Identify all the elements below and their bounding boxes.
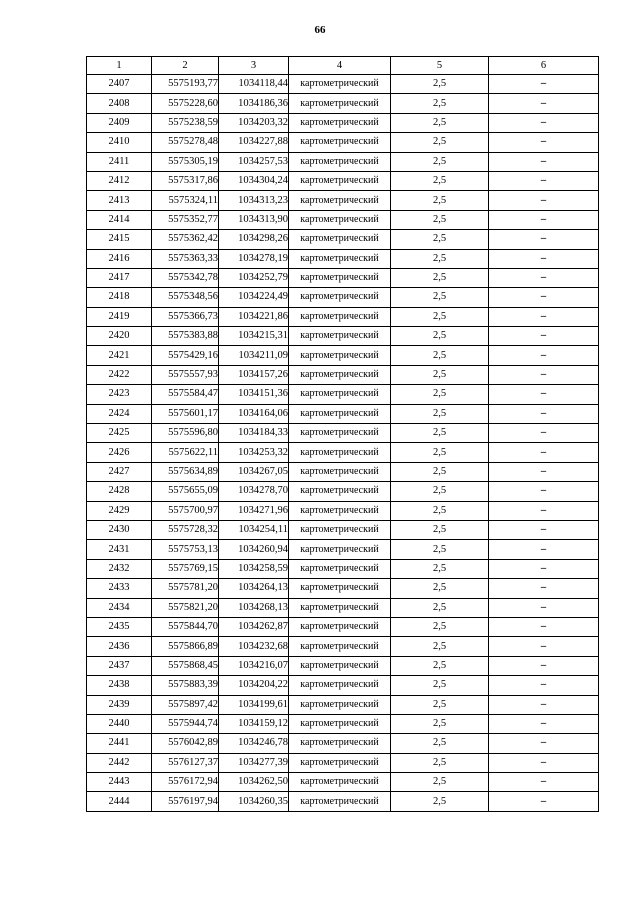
cell-method: картометрический (289, 676, 391, 695)
cell-coord-y: 1034313,23 (219, 191, 289, 210)
cell-note: – (489, 579, 599, 598)
cell-accuracy: 2,5 (391, 327, 489, 346)
cell-coord-x: 5575601,17 (152, 404, 219, 423)
cell-accuracy: 2,5 (391, 714, 489, 733)
cell-method: картометрический (289, 191, 391, 210)
cell-note: – (489, 656, 599, 675)
cell-accuracy: 2,5 (391, 462, 489, 481)
cell-point-number: 2414 (87, 210, 152, 229)
cell-note: – (489, 94, 599, 113)
cell-point-number: 2430 (87, 520, 152, 539)
cell-coord-y: 1034262,50 (219, 773, 289, 792)
cell-coord-x: 5575728,32 (152, 520, 219, 539)
cell-accuracy: 2,5 (391, 676, 489, 695)
cell-note: – (489, 346, 599, 365)
cell-method: картометрический (289, 171, 391, 190)
cell-accuracy: 2,5 (391, 520, 489, 539)
cell-coord-y: 1034184,33 (219, 424, 289, 443)
cell-coord-y: 1034204,22 (219, 676, 289, 695)
table-row (87, 482, 599, 501)
cell-coord-x: 5575897,42 (152, 695, 219, 714)
cell-point-number: 2416 (87, 249, 152, 268)
table-row (87, 385, 599, 404)
cell-coord-x: 5575944,74 (152, 714, 219, 733)
cell-point-number: 2409 (87, 113, 152, 132)
cell-coord-x: 5575238,59 (152, 113, 219, 132)
cell-point-number: 2443 (87, 773, 152, 792)
table-row (87, 617, 599, 636)
cell-method: картометрический (289, 307, 391, 326)
cell-note: – (489, 792, 599, 811)
cell-coord-x: 5575655,09 (152, 482, 219, 501)
cell-method: картометрический (289, 346, 391, 365)
cell-coord-x: 5575557,93 (152, 365, 219, 384)
cell-accuracy: 2,5 (391, 307, 489, 326)
cell-coord-y: 1034164,06 (219, 404, 289, 423)
cell-method: картометрический (289, 598, 391, 617)
cell-point-number: 2418 (87, 288, 152, 307)
cell-method: картометрический (289, 443, 391, 462)
cell-coord-x: 5576197,94 (152, 792, 219, 811)
cell-method: картометрический (289, 579, 391, 598)
table-row (87, 462, 599, 481)
table-row (87, 792, 599, 811)
cell-coord-y: 1034304,24 (219, 171, 289, 190)
cell-point-number: 2429 (87, 501, 152, 520)
cell-coord-x: 5575305,19 (152, 152, 219, 171)
cell-method: картометрический (289, 94, 391, 113)
cell-accuracy: 2,5 (391, 191, 489, 210)
cell-coord-y: 1034260,94 (219, 540, 289, 559)
cell-method: картометрический (289, 462, 391, 481)
cell-point-number: 2425 (87, 424, 152, 443)
cell-method: картометрический (289, 520, 391, 539)
table-row (87, 365, 599, 384)
cell-point-number: 2413 (87, 191, 152, 210)
cell-accuracy: 2,5 (391, 598, 489, 617)
cell-coord-x: 5576172,94 (152, 773, 219, 792)
cell-coord-x: 5575366,73 (152, 307, 219, 326)
cell-method: картометрический (289, 714, 391, 733)
table-row (87, 753, 599, 772)
cell-accuracy: 2,5 (391, 385, 489, 404)
cell-coord-x: 5575769,15 (152, 559, 219, 578)
cell-point-number: 2420 (87, 327, 152, 346)
table-row (87, 443, 599, 462)
cell-method: картометрический (289, 113, 391, 132)
cell-note: – (489, 307, 599, 326)
cell-coord-y: 1034298,26 (219, 230, 289, 249)
table-row (87, 714, 599, 733)
cell-method: картометрический (289, 133, 391, 152)
cell-accuracy: 2,5 (391, 171, 489, 190)
cell-point-number: 2419 (87, 307, 152, 326)
cell-accuracy: 2,5 (391, 753, 489, 772)
cell-point-number: 2438 (87, 676, 152, 695)
cell-note: – (489, 424, 599, 443)
cell-note: – (489, 113, 599, 132)
header-col-4: 4 (289, 57, 391, 75)
table-row (87, 598, 599, 617)
cell-method: картометрический (289, 773, 391, 792)
cell-accuracy: 2,5 (391, 559, 489, 578)
cell-method: картометрический (289, 501, 391, 520)
cell-note: – (489, 365, 599, 384)
cell-accuracy: 2,5 (391, 617, 489, 636)
cell-method: картометрический (289, 268, 391, 287)
cell-coord-x: 5575634,89 (152, 462, 219, 481)
cell-method: картометрический (289, 753, 391, 772)
table-row (87, 734, 599, 753)
cell-point-number: 2412 (87, 171, 152, 190)
cell-coord-x: 5575753,13 (152, 540, 219, 559)
table-row (87, 249, 599, 268)
cell-accuracy: 2,5 (391, 113, 489, 132)
cell-accuracy: 2,5 (391, 792, 489, 811)
cell-coord-y: 1034262,87 (219, 617, 289, 636)
cell-coord-x: 5575342,78 (152, 268, 219, 287)
cell-coord-y: 1034278,70 (219, 482, 289, 501)
cell-coord-y: 1034268,13 (219, 598, 289, 617)
cell-note: – (489, 714, 599, 733)
cell-method: картометрический (289, 404, 391, 423)
cell-note: – (489, 385, 599, 404)
cell-method: картометрический (289, 230, 391, 249)
cell-coord-y: 1034257,53 (219, 152, 289, 171)
header-row (87, 57, 599, 75)
table-row (87, 75, 599, 94)
cell-note: – (489, 501, 599, 520)
cell-point-number: 2437 (87, 656, 152, 675)
cell-coord-x: 5575584,47 (152, 385, 219, 404)
table-row (87, 773, 599, 792)
cell-note: – (489, 676, 599, 695)
cell-point-number: 2441 (87, 734, 152, 753)
cell-point-number: 2426 (87, 443, 152, 462)
table-body (87, 75, 599, 812)
cell-coord-y: 1034215,31 (219, 327, 289, 346)
cell-point-number: 2415 (87, 230, 152, 249)
cell-coord-x: 5576127,37 (152, 753, 219, 772)
cell-coord-x: 5575700,97 (152, 501, 219, 520)
cell-method: картометрический (289, 656, 391, 675)
cell-coord-y: 1034216,07 (219, 656, 289, 675)
table-row (87, 230, 599, 249)
table-row (87, 171, 599, 190)
cell-coord-x: 5575383,88 (152, 327, 219, 346)
cell-coord-y: 1034199,61 (219, 695, 289, 714)
cell-coord-x: 5575348,56 (152, 288, 219, 307)
cell-coord-x: 5575362,42 (152, 230, 219, 249)
cell-method: картометрический (289, 152, 391, 171)
cell-point-number: 2407 (87, 75, 152, 94)
table-row (87, 113, 599, 132)
cell-note: – (489, 210, 599, 229)
cell-point-number: 2436 (87, 637, 152, 656)
cell-accuracy: 2,5 (391, 249, 489, 268)
table-row (87, 133, 599, 152)
cell-accuracy: 2,5 (391, 443, 489, 462)
coordinates-table (86, 56, 599, 812)
cell-note: – (489, 559, 599, 578)
cell-coord-y: 1034203,32 (219, 113, 289, 132)
cell-coord-y: 1034277,39 (219, 753, 289, 772)
header-col-5: 5 (391, 57, 489, 75)
cell-coord-y: 1034118,44 (219, 75, 289, 94)
cell-method: картометрический (289, 385, 391, 404)
cell-note: – (489, 520, 599, 539)
table-row (87, 288, 599, 307)
header-col-2: 2 (152, 57, 219, 75)
cell-accuracy: 2,5 (391, 482, 489, 501)
cell-note: – (489, 773, 599, 792)
cell-coord-x: 5575193,77 (152, 75, 219, 94)
cell-accuracy: 2,5 (391, 773, 489, 792)
cell-method: картометрический (289, 249, 391, 268)
cell-point-number: 2435 (87, 617, 152, 636)
cell-method: картометрический (289, 424, 391, 443)
cell-note: – (489, 482, 599, 501)
cell-accuracy: 2,5 (391, 230, 489, 249)
cell-note: – (489, 598, 599, 617)
cell-coord-y: 1034159,12 (219, 714, 289, 733)
table-row (87, 676, 599, 695)
cell-point-number: 2439 (87, 695, 152, 714)
cell-point-number: 2434 (87, 598, 152, 617)
cell-accuracy: 2,5 (391, 734, 489, 753)
table-row (87, 501, 599, 520)
cell-coord-x: 5575781,20 (152, 579, 219, 598)
cell-coord-y: 1034260,35 (219, 792, 289, 811)
cell-method: картометрический (289, 637, 391, 656)
table-row (87, 327, 599, 346)
cell-coord-y: 1034151,36 (219, 385, 289, 404)
cell-accuracy: 2,5 (391, 268, 489, 287)
cell-note: – (489, 75, 599, 94)
cell-accuracy: 2,5 (391, 695, 489, 714)
table-row (87, 656, 599, 675)
cell-point-number: 2428 (87, 482, 152, 501)
table-row (87, 152, 599, 171)
cell-coord-y: 1034252,79 (219, 268, 289, 287)
cell-method: картометрический (289, 617, 391, 636)
cell-accuracy: 2,5 (391, 75, 489, 94)
cell-coord-x: 5575596,80 (152, 424, 219, 443)
table-row (87, 346, 599, 365)
table-row (87, 520, 599, 539)
cell-coord-y: 1034258,59 (219, 559, 289, 578)
cell-accuracy: 2,5 (391, 404, 489, 423)
cell-accuracy: 2,5 (391, 288, 489, 307)
table-row (87, 94, 599, 113)
page-number: 66 (314, 24, 326, 36)
table-row (87, 424, 599, 443)
header-col-6: 6 (489, 57, 599, 75)
cell-coord-y: 1034278,19 (219, 249, 289, 268)
cell-note: – (489, 404, 599, 423)
cell-coord-x: 5575866,89 (152, 637, 219, 656)
cell-coord-y: 1034246,78 (219, 734, 289, 753)
table-row (87, 559, 599, 578)
cell-accuracy: 2,5 (391, 365, 489, 384)
cell-accuracy: 2,5 (391, 424, 489, 443)
cell-point-number: 2427 (87, 462, 152, 481)
cell-accuracy: 2,5 (391, 540, 489, 559)
cell-method: картометрический (289, 559, 391, 578)
cell-accuracy: 2,5 (391, 94, 489, 113)
cell-point-number: 2444 (87, 792, 152, 811)
cell-accuracy: 2,5 (391, 637, 489, 656)
cell-coord-x: 5575317,86 (152, 171, 219, 190)
cell-note: – (489, 249, 599, 268)
cell-coord-y: 1034254,11 (219, 520, 289, 539)
cell-note: – (489, 133, 599, 152)
cell-coord-y: 1034224,49 (219, 288, 289, 307)
cell-coord-y: 1034211,09 (219, 346, 289, 365)
cell-note: – (489, 152, 599, 171)
cell-method: картометрический (289, 210, 391, 229)
table-header (87, 57, 599, 75)
cell-note: – (489, 695, 599, 714)
cell-point-number: 2424 (87, 404, 152, 423)
cell-method: картометрический (289, 540, 391, 559)
cell-coord-x: 5575821,20 (152, 598, 219, 617)
cell-coord-x: 5575429,16 (152, 346, 219, 365)
cell-accuracy: 2,5 (391, 133, 489, 152)
cell-point-number: 2432 (87, 559, 152, 578)
cell-coord-y: 1034313,90 (219, 210, 289, 229)
cell-method: картометрический (289, 695, 391, 714)
cell-point-number: 2421 (87, 346, 152, 365)
cell-note: – (489, 327, 599, 346)
cell-point-number: 2410 (87, 133, 152, 152)
cell-point-number: 2422 (87, 365, 152, 384)
cell-note: – (489, 230, 599, 249)
cell-coord-x: 5575324,11 (152, 191, 219, 210)
cell-accuracy: 2,5 (391, 152, 489, 171)
table-row (87, 268, 599, 287)
cell-method: картометрический (289, 365, 391, 384)
cell-method: картометрический (289, 792, 391, 811)
cell-coord-y: 1034157,26 (219, 365, 289, 384)
cell-method: картометрический (289, 482, 391, 501)
cell-point-number: 2411 (87, 152, 152, 171)
cell-coord-y: 1034267,05 (219, 462, 289, 481)
cell-note: – (489, 734, 599, 753)
cell-method: картометрический (289, 734, 391, 753)
cell-point-number: 2408 (87, 94, 152, 113)
cell-coord-y: 1034232,68 (219, 637, 289, 656)
cell-note: – (489, 753, 599, 772)
cell-coord-x: 5575363,33 (152, 249, 219, 268)
cell-coord-y: 1034253,32 (219, 443, 289, 462)
cell-note: – (489, 637, 599, 656)
cell-coord-x: 5575868,45 (152, 656, 219, 675)
cell-coord-x: 5575844,70 (152, 617, 219, 636)
table-row (87, 191, 599, 210)
table-row (87, 307, 599, 326)
table-row (87, 210, 599, 229)
cell-coord-x: 5575883,39 (152, 676, 219, 695)
table-row (87, 637, 599, 656)
cell-coord-x: 5575228,60 (152, 94, 219, 113)
cell-point-number: 2417 (87, 268, 152, 287)
cell-method: картометрический (289, 288, 391, 307)
cell-point-number: 2440 (87, 714, 152, 733)
table-row (87, 540, 599, 559)
cell-accuracy: 2,5 (391, 656, 489, 675)
cell-coord-y: 1034221,86 (219, 307, 289, 326)
table-row (87, 579, 599, 598)
cell-note: – (489, 191, 599, 210)
cell-note: – (489, 171, 599, 190)
header-col-3: 3 (219, 57, 289, 75)
cell-note: – (489, 462, 599, 481)
cell-note: – (489, 540, 599, 559)
cell-accuracy: 2,5 (391, 579, 489, 598)
cell-point-number: 2433 (87, 579, 152, 598)
cell-method: картометрический (289, 327, 391, 346)
cell-accuracy: 2,5 (391, 210, 489, 229)
cell-coord-y: 1034186,36 (219, 94, 289, 113)
cell-accuracy: 2,5 (391, 346, 489, 365)
cell-coord-y: 1034227,88 (219, 133, 289, 152)
cell-accuracy: 2,5 (391, 501, 489, 520)
cell-coord-x: 5575622,11 (152, 443, 219, 462)
cell-note: – (489, 268, 599, 287)
cell-note: – (489, 443, 599, 462)
header-col-1: 1 (87, 57, 152, 75)
cell-coord-x: 5575278,48 (152, 133, 219, 152)
cell-method: картометрический (289, 75, 391, 94)
cell-note: – (489, 288, 599, 307)
cell-point-number: 2442 (87, 753, 152, 772)
table-row (87, 695, 599, 714)
table-row (87, 404, 599, 423)
cell-coord-x: 5576042,89 (152, 734, 219, 753)
cell-coord-y: 1034264,13 (219, 579, 289, 598)
cell-point-number: 2431 (87, 540, 152, 559)
cell-note: – (489, 617, 599, 636)
cell-point-number: 2423 (87, 385, 152, 404)
cell-coord-x: 5575352,77 (152, 210, 219, 229)
cell-coord-y: 1034271,96 (219, 501, 289, 520)
